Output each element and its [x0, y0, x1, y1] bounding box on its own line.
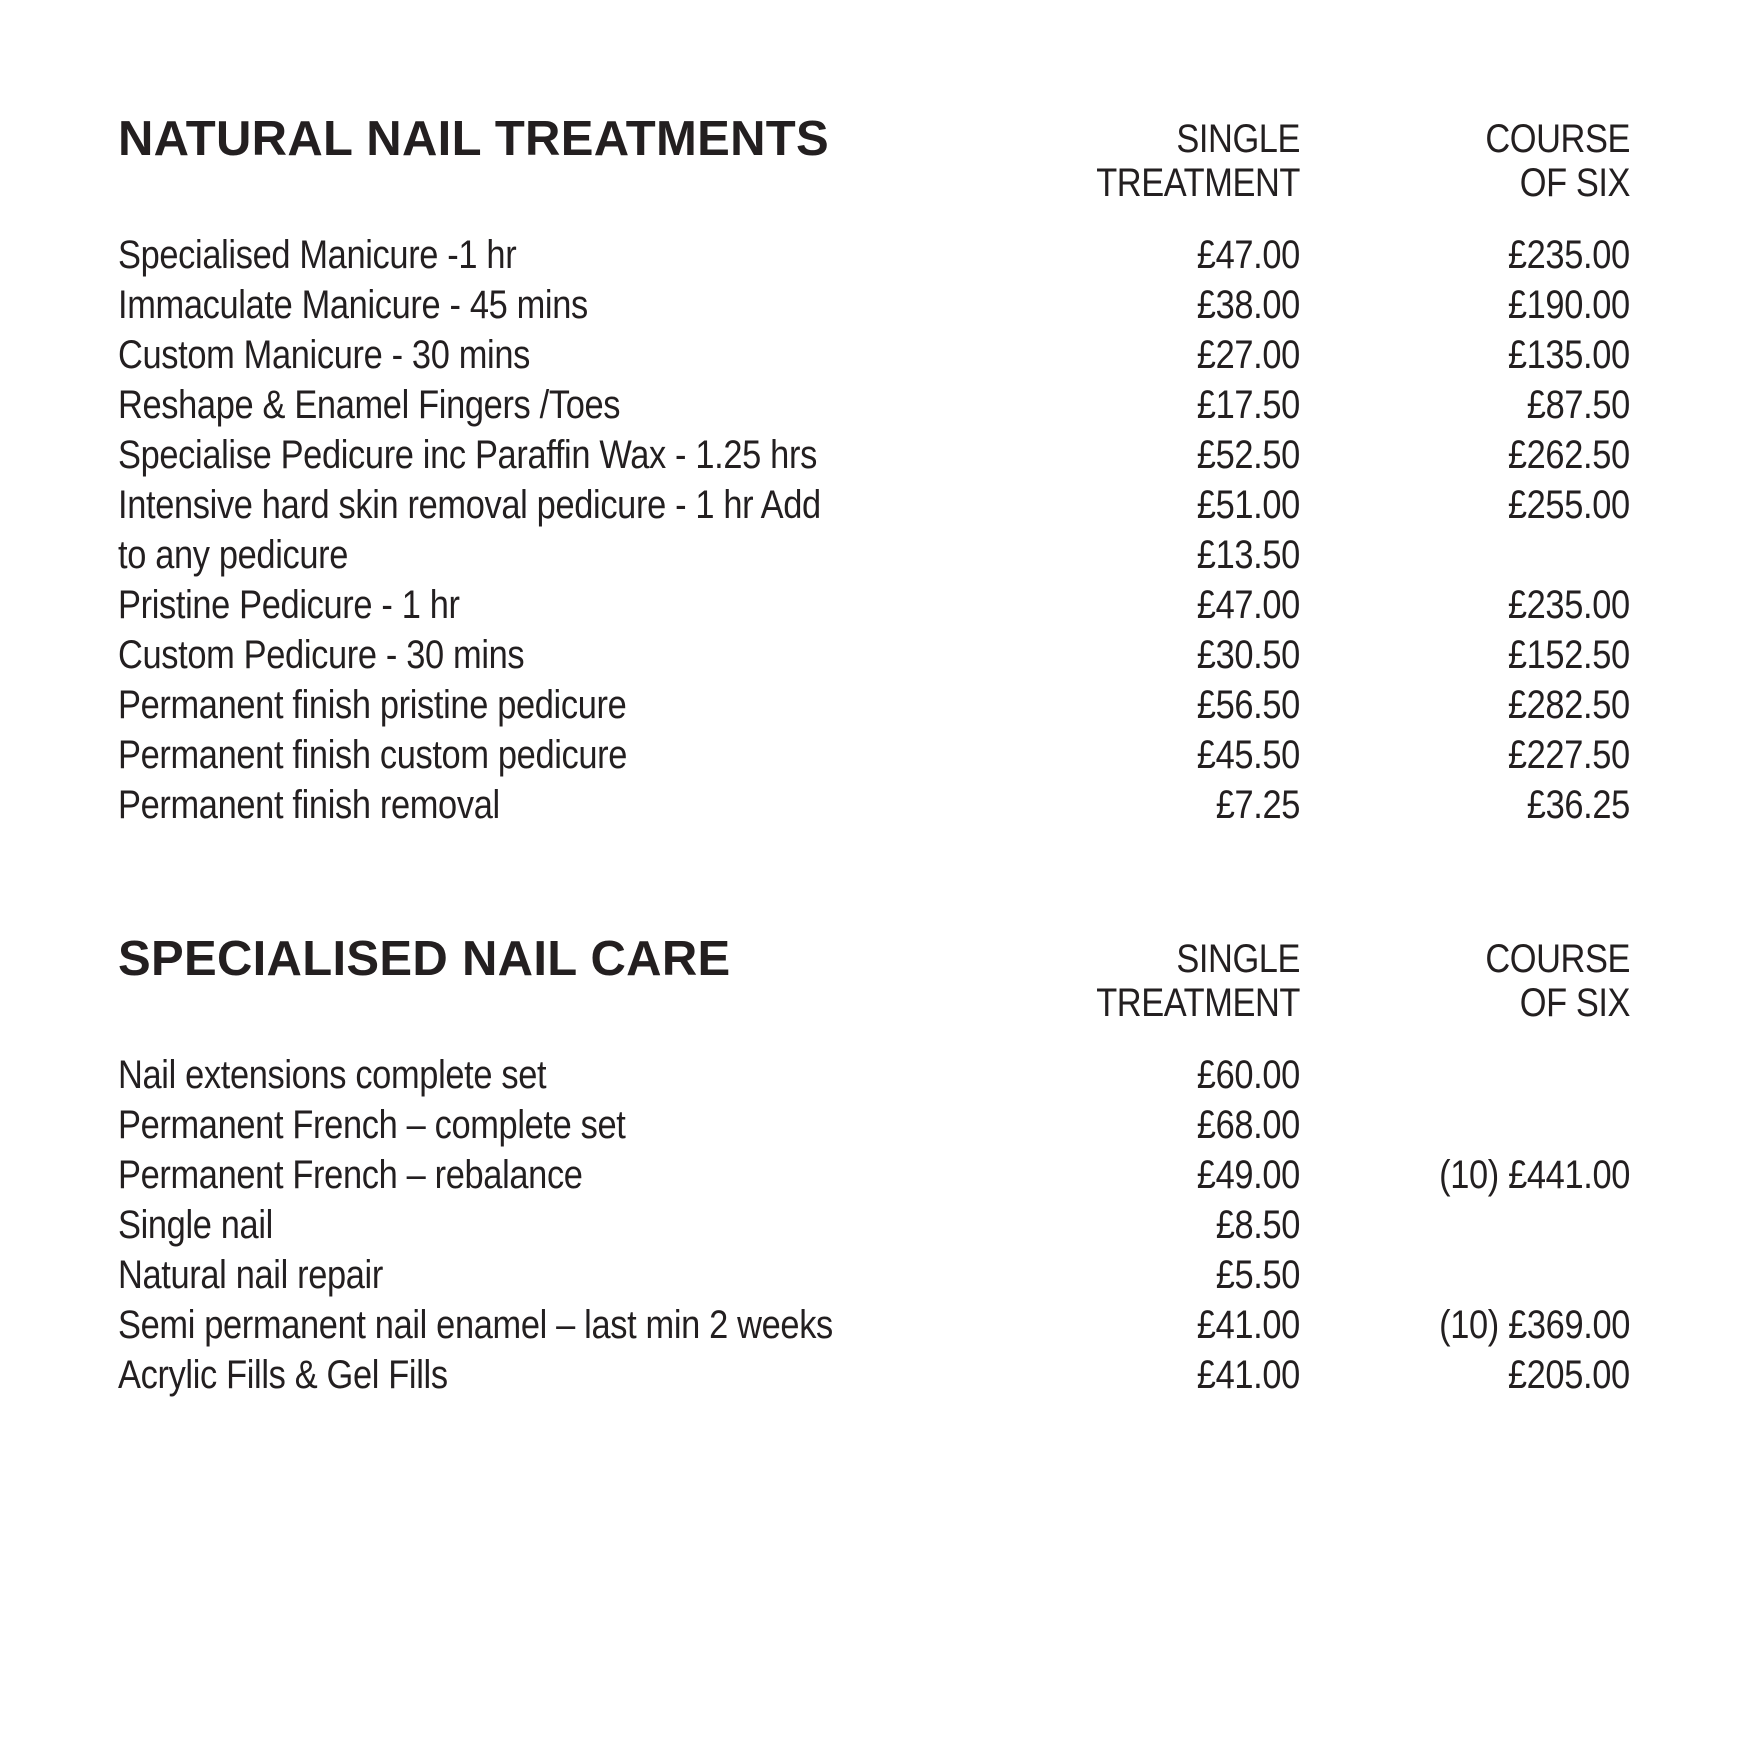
- price-row: [118, 280, 1630, 330]
- section-title: NATURAL NAIL TREATMENTS: [118, 112, 830, 166]
- treatment-name: Permanent finish pristine pedicure: [118, 683, 627, 727]
- column-header-line: OF SIX: [1519, 161, 1630, 205]
- single-price: £41.00: [1196, 1303, 1300, 1347]
- price-row: [118, 230, 1630, 280]
- single-price: £52.50: [1196, 433, 1300, 477]
- single-treatment-column-header: [1076, 937, 1300, 1025]
- treatment-name: Single nail: [118, 1203, 273, 1247]
- course-of-six-column-header: [1406, 117, 1630, 205]
- course-price: £36.25: [1526, 783, 1630, 827]
- column-header-line: OF SIX: [1519, 981, 1630, 1025]
- column-header-line: COURSE: [1485, 937, 1630, 981]
- treatment-name: Intensive hard skin removal pedicure - 1 hr Add: [118, 483, 821, 527]
- column-header-line: COURSE: [1485, 117, 1630, 161]
- single-price: £7.25: [1215, 783, 1300, 827]
- price-rows: [118, 1050, 1630, 1400]
- treatment-name: Acrylic Fills & Gel Fills: [118, 1353, 448, 1397]
- price-row: [118, 330, 1630, 380]
- price-row: [118, 630, 1630, 680]
- course-price: £135.00: [1508, 333, 1630, 377]
- price-row: [118, 730, 1630, 780]
- price-row: [118, 1050, 1630, 1100]
- single-price: £47.00: [1196, 583, 1300, 627]
- course-price: £87.50: [1526, 383, 1630, 427]
- single-price: £47.00: [1196, 233, 1300, 277]
- course-price: £282.50: [1508, 683, 1630, 727]
- course-price: £262.50: [1508, 433, 1630, 477]
- course-price: £235.00: [1508, 583, 1630, 627]
- treatment-name: Specialised Manicure -1 hr: [118, 233, 517, 277]
- course-price: £227.50: [1508, 733, 1630, 777]
- price-row: [118, 1250, 1630, 1300]
- section-header: [118, 930, 1630, 1050]
- single-price: £49.00: [1196, 1153, 1300, 1197]
- section-header: [118, 110, 1630, 230]
- column-header-line: TREATMENT: [1096, 981, 1300, 1025]
- treatment-name: Permanent finish removal: [118, 783, 500, 827]
- price-row: [118, 680, 1630, 730]
- single-treatment-column-header: [1076, 117, 1300, 205]
- single-price: £60.00: [1196, 1053, 1300, 1097]
- price-row: [118, 1350, 1630, 1400]
- course-price: £255.00: [1508, 483, 1630, 527]
- course-price: (10) £441.00: [1439, 1153, 1630, 1197]
- course-price: (10) £369.00: [1439, 1303, 1630, 1347]
- single-price: £27.00: [1196, 333, 1300, 377]
- price-row: [118, 530, 1630, 580]
- treatment-name: Reshape & Enamel Fingers /Toes: [118, 383, 621, 427]
- treatment-name: Custom Pedicure - 30 mins: [118, 633, 525, 677]
- section-title: SPECIALISED NAIL CARE: [118, 932, 731, 986]
- price-row: [118, 780, 1630, 830]
- column-header-line: SINGLE: [1176, 937, 1300, 981]
- course-price: £235.00: [1508, 233, 1630, 277]
- treatment-name: Permanent French – complete set: [118, 1103, 626, 1147]
- price-row: [118, 480, 1630, 530]
- price-row: [118, 430, 1630, 480]
- natural-nail-treatments-section: [118, 110, 1630, 830]
- treatment-name: Specialise Pedicure inc Paraffin Wax - 1.25 hrs: [118, 433, 817, 477]
- single-price: £56.50: [1196, 683, 1300, 727]
- treatment-name: Pristine Pedicure - 1 hr: [118, 583, 460, 627]
- single-price: £45.50: [1196, 733, 1300, 777]
- single-price: £13.50: [1196, 533, 1300, 577]
- column-header-line: TREATMENT: [1096, 161, 1300, 205]
- course-of-six-column-header: [1406, 937, 1630, 1025]
- treatment-name: Natural nail repair: [118, 1253, 383, 1297]
- single-price: £41.00: [1196, 1353, 1300, 1397]
- treatment-name: to any pedicure: [118, 533, 349, 577]
- column-header-line: SINGLE: [1176, 117, 1300, 161]
- price-rows: [118, 230, 1630, 830]
- single-price: £38.00: [1196, 283, 1300, 327]
- treatment-name: Semi permanent nail enamel – last min 2 weeks: [118, 1303, 833, 1347]
- price-row: [118, 1150, 1630, 1200]
- course-price: £152.50: [1508, 633, 1630, 677]
- single-price: £5.50: [1215, 1253, 1300, 1297]
- price-row: [118, 580, 1630, 630]
- course-price: £190.00: [1508, 283, 1630, 327]
- single-price: £8.50: [1215, 1203, 1300, 1247]
- single-price: £30.50: [1196, 633, 1300, 677]
- treatment-name: Immaculate Manicure - 45 mins: [118, 283, 588, 327]
- single-price: £51.00: [1196, 483, 1300, 527]
- treatment-name: Permanent finish custom pedicure: [118, 733, 628, 777]
- single-price: £68.00: [1196, 1103, 1300, 1147]
- price-row: [118, 1300, 1630, 1350]
- price-row: [118, 1100, 1630, 1150]
- single-price: £17.50: [1196, 383, 1300, 427]
- treatment-name: Nail extensions complete set: [118, 1053, 547, 1097]
- specialised-nail-care-section: [118, 930, 1630, 1400]
- treatment-name: Permanent French – rebalance: [118, 1153, 583, 1197]
- price-row: [118, 380, 1630, 430]
- treatment-name: Custom Manicure - 30 mins: [118, 333, 530, 377]
- price-row: [118, 1200, 1630, 1250]
- course-price: £205.00: [1508, 1353, 1630, 1397]
